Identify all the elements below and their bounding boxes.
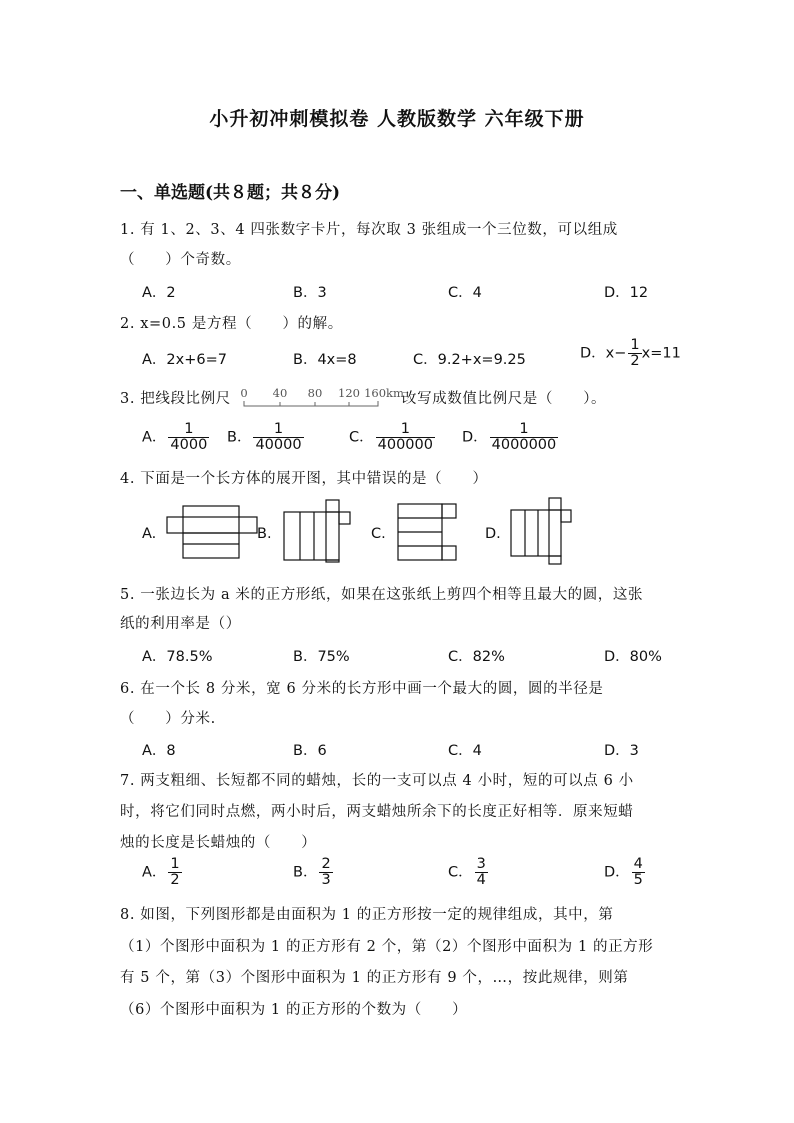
option-fraction: [253, 422, 303, 453]
scale-label: 120: [338, 386, 360, 400]
option-label: D．: [604, 864, 630, 881]
option-fraction: [319, 857, 332, 888]
q4-line1: 4. 下面是一个长方体的展开图，其中错误的是（ ）: [120, 471, 488, 487]
q3-post: 改写成数值比例尺是（ ）。: [402, 391, 607, 407]
fraction-denominator: 4: [476, 872, 486, 889]
option-fraction: [376, 422, 435, 453]
q1-option-a[interactable]: A．2: [142, 285, 176, 301]
fraction-numerator: 1: [184, 421, 194, 437]
net-figure-c: [392, 500, 468, 566]
q3-pre: 3. 把线段比例尺: [120, 391, 231, 407]
q4-option-a[interactable]: A.: [142, 526, 157, 542]
q6-option-d[interactable]: D．3: [604, 743, 639, 759]
scale-label: 160km: [364, 386, 404, 400]
q1-option-c[interactable]: C．4: [448, 285, 482, 301]
q2-option-a[interactable]: A．2x+6=7: [142, 352, 227, 368]
q1-option-b[interactable]: B．3: [293, 285, 327, 301]
q6-line2: （ ）分米.: [120, 711, 216, 727]
fraction-denominator: 2: [170, 872, 180, 889]
option-label: B．: [227, 429, 252, 446]
q2-d-prefix: D．x−: [580, 345, 627, 362]
fraction-numerator: 1: [519, 421, 529, 437]
scale-label: 40: [272, 386, 288, 400]
net-figure-a: [164, 500, 260, 564]
q1-line1: 1. 有 1、2、3、4 四张数字卡片，每次取 3 张组成一个三位数，可以组成: [120, 222, 618, 238]
q7-option-d[interactable]: [604, 857, 645, 888]
fraction-numerator: 3: [476, 856, 486, 872]
fraction-numerator: 1: [400, 421, 410, 437]
fraction-numerator: 1: [630, 337, 640, 353]
line-segment-scale-figure: [238, 384, 404, 410]
q4-option-c[interactable]: C.: [371, 526, 386, 542]
q2-option-d[interactable]: [580, 338, 681, 369]
q3-option-d[interactable]: [462, 422, 558, 453]
q5-line2: 纸的利用率是（）: [120, 616, 241, 632]
option-label: D．: [462, 429, 488, 446]
fraction-numerator: 1: [273, 421, 284, 437]
q7-option-b[interactable]: [293, 857, 333, 888]
option-fraction: [632, 857, 645, 888]
fraction-denominator: 4000000: [491, 437, 557, 454]
q2-d-suffix: x=11: [641, 345, 681, 362]
q7-line3: 烛的长度是长蜡烛的（ ）: [120, 835, 317, 851]
q7-line2: 时，将它们同时点燃，两小时后，两支蜡烛所余下的长度正好相等．原来短蜡: [120, 804, 634, 820]
q5-option-a[interactable]: A．78.5%: [142, 649, 213, 665]
q5-option-c[interactable]: C．82%: [448, 649, 505, 665]
option-fraction: [168, 422, 209, 453]
q3-option-a[interactable]: [142, 422, 209, 453]
net-figure-d: [505, 494, 581, 568]
q8-line2: （1）个图形中面积为 1 的正方形有 2 个，第（2）个图形中面积为 1 的正方形: [120, 939, 654, 955]
page-title: 小升初冲刺模拟卷 人教版数学 六年级下册: [209, 108, 585, 130]
q5-option-b[interactable]: B．75%: [293, 649, 350, 665]
q5-line1: 5. 一张边长为 a 米的正方形纸，如果在这张纸上剪四个相等且最大的圆，这张: [120, 587, 644, 603]
option-label: C．: [349, 429, 374, 446]
fraction-numerator: 4: [633, 856, 643, 872]
fraction-numerator: 2: [321, 856, 331, 872]
q6-option-a[interactable]: A．8: [142, 743, 176, 759]
q1-option-d[interactable]: D．12: [604, 285, 649, 301]
q8-line4: （6）个图形中面积为 1 的正方形的个数为（ ）: [120, 1002, 468, 1018]
q5-option-d[interactable]: D．80%: [604, 649, 662, 665]
q4-option-d[interactable]: D.: [485, 526, 501, 542]
q1-line2: （ ）个奇数。: [120, 252, 241, 268]
option-label: B．: [293, 864, 318, 881]
fraction-denominator: 3: [321, 872, 331, 889]
option-label: A．: [142, 864, 167, 881]
scale-ruler: [244, 401, 378, 406]
q6-option-b[interactable]: B．6: [293, 743, 327, 759]
section-heading: 一、单选题(共８题；共８分): [120, 183, 341, 203]
q2-d-fraction: [628, 338, 641, 369]
scale-label: 80: [307, 386, 323, 400]
q3-option-c[interactable]: [349, 422, 435, 453]
option-fraction: [168, 857, 181, 888]
option-label: C．: [448, 864, 473, 881]
q2-line1: 2. x=0.5 是方程（ ）的解。: [120, 316, 343, 332]
fraction-denominator: 4000: [170, 437, 208, 454]
q4-option-b[interactable]: B.: [257, 526, 272, 542]
fraction-denominator: 40000: [255, 437, 302, 454]
q8-line3: 有 5 个，第（3）个图形中面积为 1 的正方形有 9 个，…，按此规律，则第: [120, 970, 629, 986]
fraction-denominator: 2: [630, 353, 640, 370]
q3-option-b[interactable]: [227, 422, 304, 453]
q6-option-c[interactable]: C．4: [448, 743, 482, 759]
q2-option-c[interactable]: C．9.2+x=9.25: [413, 352, 526, 368]
q7-option-c[interactable]: [448, 857, 488, 888]
q2-option-b[interactable]: B．4x=8: [293, 352, 357, 368]
q6-line1: 6. 在一个长 8 分米，宽 6 分米的长方形中画一个最大的圆，圆的半径是: [120, 681, 604, 697]
fraction-numerator: 1: [170, 856, 180, 872]
option-fraction: [475, 857, 488, 888]
fraction-denominator: 400000: [377, 437, 433, 454]
q7-option-a[interactable]: [142, 857, 182, 888]
option-label: A．: [142, 429, 167, 446]
scale-label: 0: [240, 386, 248, 400]
option-fraction: [490, 422, 559, 453]
q7-line1: 7. 两支粗细、长短都不同的蜡烛，长的一支可以点 4 小时，短的可以点 6 小: [120, 773, 634, 789]
fraction-denominator: 5: [633, 872, 643, 889]
net-figure-b: [278, 496, 358, 566]
q8-line1: 8. 如图，下列图形都是由面积为 1 的正方形按一定的规律组成，其中，第: [120, 907, 614, 923]
